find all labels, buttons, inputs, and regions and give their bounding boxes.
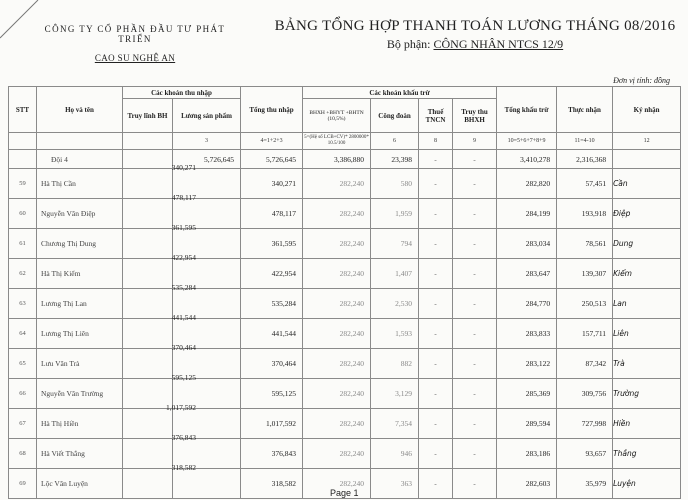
department-label: Bộ phận: (386, 37, 431, 51)
employee-net-pay: 250,513 (557, 289, 613, 319)
table-row (9, 349, 681, 379)
employee-insurance-recovery: - (453, 199, 497, 229)
group-total-income: 5,726,645 (241, 150, 303, 169)
employee-signature: Điệp (613, 199, 681, 229)
group-income-tax: - (419, 150, 453, 169)
employee-name: Hà Thị Hiền (37, 409, 123, 439)
employee-union-fee: 3,129 (371, 379, 419, 409)
employee-total-income: 478,117 (241, 199, 303, 229)
employee-income-tax: - (419, 169, 453, 199)
employee-stt: 61 (9, 229, 37, 259)
employee-name: Hà Viết Thắng (37, 439, 123, 469)
employee-signature: Kiểm (613, 259, 681, 289)
employee-name: Hà Thị Cần (37, 169, 123, 199)
employee-back-pay (123, 349, 173, 379)
employee-total-deduction: 283,186 (497, 439, 557, 469)
employee-income-tax: - (419, 469, 453, 499)
employee-product-salary (171, 463, 241, 499)
group-union-fee: 23,398 (371, 150, 419, 169)
employee-social-insurance: 282,240 (303, 469, 371, 499)
employee-social-insurance: 282,240 (303, 259, 371, 289)
table-row (9, 229, 681, 259)
employee-back-pay (123, 469, 173, 499)
employee-product-salary-value: 422,954 (171, 253, 197, 262)
header-deduction-group: Các khoản khấu trừ (303, 87, 497, 99)
group-social-insurance: 3,386,880 (303, 150, 371, 169)
col-number: 3 (173, 133, 241, 150)
employee-income-tax: - (419, 379, 453, 409)
employee-net-pay: 87,342 (557, 349, 613, 379)
employee-signature: Hiền (613, 409, 681, 439)
employee-total-income: 595,125 (241, 379, 303, 409)
employee-name: Lương Thị Liên (37, 319, 123, 349)
employee-net-pay: 309,756 (557, 379, 613, 409)
employee-social-insurance: 282,240 (303, 319, 371, 349)
employee-signature: Dung (613, 229, 681, 259)
employee-back-pay (123, 169, 173, 199)
employee-product-salary-value: 370,464 (171, 343, 197, 352)
employee-total-deduction: 282,820 (497, 169, 557, 199)
table-row (9, 199, 681, 229)
header-income-tax: Thuế TNCN (419, 99, 453, 133)
employee-net-pay: 139,307 (557, 259, 613, 289)
employee-union-fee: 1,959 (371, 199, 419, 229)
employee-signature: Trường (613, 379, 681, 409)
employee-social-insurance: 282,240 (303, 289, 371, 319)
employee-union-fee: 363 (371, 469, 419, 499)
employee-product-salary-value: 535,284 (171, 283, 197, 292)
employee-income-tax: - (419, 199, 453, 229)
employee-total-income: 318,582 (241, 469, 303, 499)
employee-net-pay: 93,657 (557, 439, 613, 469)
employee-income-tax: - (419, 319, 453, 349)
employee-union-fee: 1,407 (371, 259, 419, 289)
employee-net-pay: 78,561 (557, 229, 613, 259)
employee-signature: Cần (613, 169, 681, 199)
employee-product-salary-value: 318,582 (171, 463, 197, 472)
employee-total-income: 376,843 (241, 439, 303, 469)
currency-unit-note: Đơn vị tính: đồng (613, 76, 670, 85)
employee-net-pay: 35,979 (557, 469, 613, 499)
employee-back-pay (123, 199, 173, 229)
table-row (9, 289, 681, 319)
page-number: Page 1 (330, 488, 359, 498)
employee-total-deduction: 284,770 (497, 289, 557, 319)
employee-insurance-recovery: - (453, 229, 497, 259)
employee-insurance-recovery: - (453, 409, 497, 439)
group-total-row (9, 150, 681, 169)
employee-total-income: 422,954 (241, 259, 303, 289)
department-value: CÔNG NHÂN NTCS 12/9 (433, 37, 564, 51)
employee-insurance-recovery: - (453, 469, 497, 499)
employee-signature: Lan (613, 289, 681, 319)
employee-total-deduction: 285,369 (497, 379, 557, 409)
employee-social-insurance: 282,240 (303, 229, 371, 259)
employee-income-tax: - (419, 409, 453, 439)
table-row (9, 169, 681, 199)
employee-back-pay (123, 229, 173, 259)
employee-total-income: 535,284 (241, 289, 303, 319)
employee-income-tax: - (419, 349, 453, 379)
employee-total-income: 441,544 (241, 319, 303, 349)
employee-insurance-recovery: - (453, 259, 497, 289)
employee-signature: Thắng (613, 439, 681, 469)
employee-total-deduction: 283,647 (497, 259, 557, 289)
group-insurance-recovery: - (453, 150, 497, 169)
header-income-group: Các khoản thu nhập (123, 87, 241, 99)
company-header (30, 24, 240, 63)
header-social-insurance: BHXH +BHYT +BHTN (10,5%) (303, 99, 371, 133)
report-header (270, 18, 680, 52)
employee-total-income: 361,595 (241, 229, 303, 259)
employee-stt: 59 (9, 169, 37, 199)
employee-insurance-recovery: - (453, 169, 497, 199)
employee-signature: Trà (613, 349, 681, 379)
employee-income-tax: - (419, 439, 453, 469)
employee-total-income: 1,017,592 (241, 409, 303, 439)
employee-net-pay: 57,451 (557, 169, 613, 199)
employee-stt: 63 (9, 289, 37, 319)
employee-social-insurance: 282,240 (303, 349, 371, 379)
employee-total-deduction: 289,594 (497, 409, 557, 439)
report-title: BẢNG TỔNG HỢP THANH TOÁN LƯƠNG THÁNG 08/2016 (274, 18, 676, 34)
group-stt (9, 150, 37, 169)
employee-back-pay (123, 409, 173, 439)
header-back-pay-insurance: Truy lĩnh BH (123, 99, 173, 133)
employee-stt: 60 (9, 199, 37, 229)
col-number: 12 (613, 133, 681, 150)
employee-union-fee: 2,530 (371, 289, 419, 319)
employee-back-pay (123, 439, 173, 469)
department-line (270, 37, 680, 52)
table-row (9, 319, 681, 349)
employee-total-deduction: 284,199 (497, 199, 557, 229)
employee-signature: Liên (613, 319, 681, 349)
col-number: 9 (453, 133, 497, 150)
group-net-pay: 2,316,368 (557, 150, 613, 169)
header-insurance-recovery: Truy thu BHXH (453, 99, 497, 133)
employee-union-fee: 882 (371, 349, 419, 379)
header-stt: STT (9, 87, 37, 133)
employee-signature: Luyện (613, 469, 681, 499)
employee-name: Lộc Văn Luyện (37, 469, 123, 499)
employee-product-salary-value: 340,271 (171, 163, 197, 172)
employee-name: Lương Thị Lan (37, 289, 123, 319)
employee-back-pay (123, 379, 173, 409)
employee-back-pay (123, 259, 173, 289)
header-total-income: Tổng thu nhập (241, 87, 303, 133)
header-total-deduction: Tổng khấu trừ (497, 87, 557, 133)
employee-insurance-recovery: - (453, 319, 497, 349)
table-row (9, 379, 681, 409)
employee-total-deduction: 283,034 (497, 229, 557, 259)
col-number (37, 133, 123, 150)
header-signature: Ký nhận (613, 87, 681, 133)
column-number-row (9, 133, 681, 150)
employee-income-tax: - (419, 289, 453, 319)
employee-income-tax: - (419, 259, 453, 289)
employee-total-income: 340,271 (241, 169, 303, 199)
employee-union-fee: 946 (371, 439, 419, 469)
header-net-pay: Thực nhận (557, 87, 613, 133)
employee-product-salary-value: 441,544 (171, 313, 197, 322)
table-row (9, 259, 681, 289)
header-name: Họ và tên (37, 87, 123, 133)
company-name-line2: CAO SU NGHỆ AN (94, 53, 176, 63)
employee-union-fee: 794 (371, 229, 419, 259)
employee-social-insurance: 282,240 (303, 169, 371, 199)
col-number: 4=1+2+3 (241, 133, 303, 150)
group-total-deduction: 3,410,278 (497, 150, 557, 169)
employee-product-salary-value: 376,843 (171, 433, 197, 442)
payroll-table (8, 86, 681, 499)
employee-income-tax: - (419, 229, 453, 259)
employee-name: Lưu Văn Trà (37, 349, 123, 379)
company-name-line1: CÔNG TY CỔ PHẦN ĐẦU TƯ PHÁT TRIỂN (44, 24, 226, 44)
employee-union-fee: 7,354 (371, 409, 419, 439)
col-number (9, 133, 37, 150)
header-union-fee: Công đoàn (371, 99, 419, 133)
employee-stt: 67 (9, 409, 37, 439)
col-number (123, 133, 173, 150)
employee-union-fee: 1,593 (371, 319, 419, 349)
employee-product-salary-value: 1,017,592 (166, 403, 197, 412)
employee-net-pay: 727,998 (557, 409, 613, 439)
employee-insurance-recovery: - (453, 349, 497, 379)
employee-stt: 66 (9, 379, 37, 409)
employee-union-fee: 580 (371, 169, 419, 199)
header-product-salary: Lương sản phẩm (173, 99, 241, 133)
employee-total-deduction: 283,122 (497, 349, 557, 379)
employee-product-salary-value: 361,595 (171, 223, 197, 232)
table-row (9, 439, 681, 469)
table-row (9, 409, 681, 439)
employee-total-income: 370,464 (241, 349, 303, 379)
employee-insurance-recovery: - (453, 379, 497, 409)
employee-stt: 62 (9, 259, 37, 289)
employee-product-salary-value: 595,125 (171, 373, 197, 382)
group-name: Đội 4 (37, 150, 123, 169)
employee-stt: 69 (9, 469, 37, 499)
employee-social-insurance: 282,240 (303, 439, 371, 469)
employee-total-deduction: 283,833 (497, 319, 557, 349)
employee-name: Chương Thị Dung (37, 229, 123, 259)
employee-back-pay (123, 319, 173, 349)
employee-insurance-recovery: - (453, 439, 497, 469)
employee-stt: 64 (9, 319, 37, 349)
group-signature (613, 150, 681, 169)
col-number: 11=4-10 (557, 133, 613, 150)
employee-product-salary-value: 478,117 (171, 193, 197, 202)
employee-name: Nguyễn Văn Trường (37, 379, 123, 409)
employee-social-insurance: 282,240 (303, 199, 371, 229)
employee-name: Hà Thị Kiểm (37, 259, 123, 289)
col-number: 10=5+6+7+8+9 (497, 133, 557, 150)
employee-total-deduction: 282,603 (497, 469, 557, 499)
col-number: 6 (371, 133, 419, 150)
col-number: 5=(Hệ số LCB+CV)* 2800000* 10.5/100 (303, 133, 371, 150)
employee-stt: 68 (9, 439, 37, 469)
employee-back-pay (123, 289, 173, 319)
col-number: 8 (419, 133, 453, 150)
employee-net-pay: 157,711 (557, 319, 613, 349)
employee-name: Nguyễn Văn Điệp (37, 199, 123, 229)
employee-social-insurance: 282,240 (303, 379, 371, 409)
group-back-pay (123, 150, 173, 169)
employee-social-insurance: 282,240 (303, 409, 371, 439)
employee-net-pay: 193,918 (557, 199, 613, 229)
employee-stt: 65 (9, 349, 37, 379)
employee-insurance-recovery: - (453, 289, 497, 319)
group-product-salary: 5,726,645 (173, 150, 241, 169)
